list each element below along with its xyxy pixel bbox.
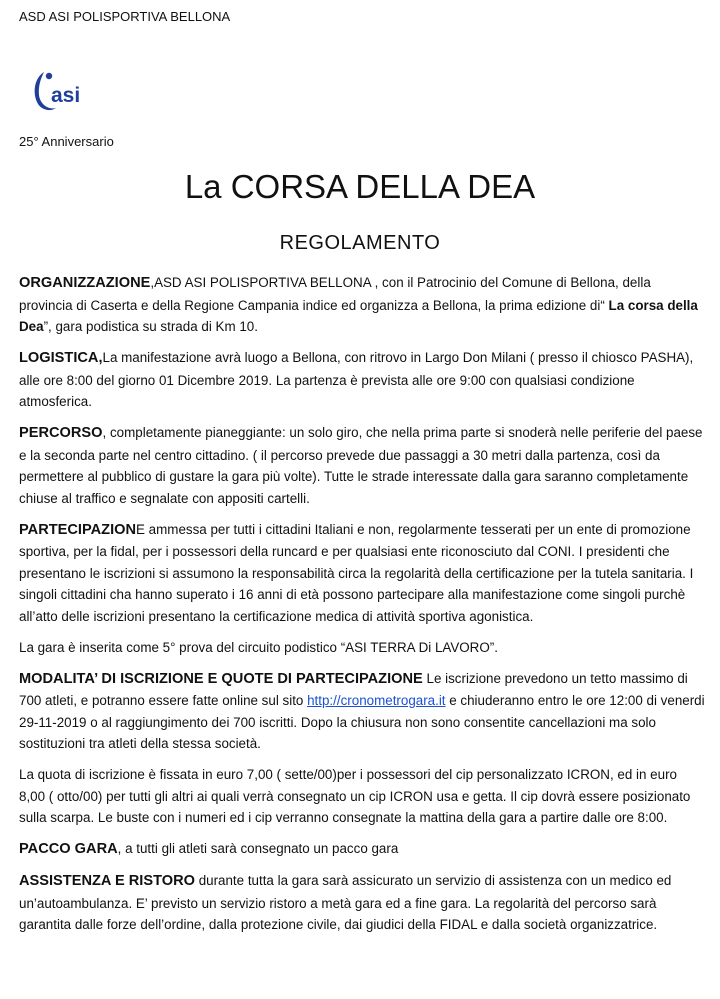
section-heading: LOGISTICA, [19,350,103,366]
asi-logo [30,68,90,116]
section-iscrizione [19,668,705,755]
document-subtitle: REGOLAMENTO [279,232,441,254]
section-text: La quota di iscrizione è fissata in euro 7,00 ( sette/00)per i possessori del cip personalizzato ICRON, ed in euro 8,00 ( otto/00) per tutti gli altri ai quali verrà consegnato un cip ICRON usa e getta. Il cip dovrà essere posizionato sulla scarpa. Le buste con i numeri ed i cip verranno consegnate la mattina della gara a partire dalle ore 8:00. [19,767,691,825]
section-text: ,ASD ASI POLISPORTIVA BELLONA , con il Patrocinio del Comune di Bellona, della provincia di Caserta e della Regione Campania indice ed organizza a Bellona, la prima edizione di“ [19,275,651,313]
event-name: La corsa della Dea [19,297,698,334]
fee-paragraph [19,764,705,829]
section-partecipazione [19,519,705,628]
section-text: , completamente pianeggiante: un solo giro, che nella prima parte si snoderà nelle periferie del paese e la seconda parte nel centro cittadino. ( il percorso prevede due passaggi a 30 metri dalla partenza, così da permettere al pubblico di gustare la gara più volte). Tutte le strade interessate dalla gara saranno completamente chiuse al traffico e segnalate con appositi cartelli. [19,425,703,506]
section-text: , a tutti gli atleti sarà consegnato un pacco gara [117,841,399,856]
organization-header: ASD ASI POLISPORTIVA BELLONA [19,9,231,24]
section-heading: ASSISTENZA E RISTORO [19,873,195,889]
circuit-note [19,637,705,659]
section-text: durante tutta la gara sarà assicurato un servizio di assistenza con un medico ed un’autoambulanza. E’ previsto un servizio ristoro a metà gara ed a fine gara. La regolarità del percorso sarà garantita dalle forze dell’ordine, dalla protezione civile, dai giudici della FIDAL e dalla società organizzatrice. [19,873,672,932]
section-heading: MODALITA’ DI ISCRIZIONE E QUOTE DI PARTECIPAZIONE [19,670,423,687]
anniversary-label: 25° Anniversario [19,134,114,149]
section-percorso [19,422,705,509]
document-title: La CORSA DELLA DEA [184,168,536,205]
section-organizzazione [19,272,705,338]
logo-text: asi [51,84,81,107]
section-logistica [19,347,705,413]
registration-link[interactable]: http://cronometrogara.it [307,693,446,708]
section-text: e chiuderanno entro le ore 12:00 di venerdi 29-11-2019 o al raggiungimento dei 700 iscritti. Dopo la chiusura non sono consentite cancellazioni ma solo sostituzioni tra atleti della stessa società. [19,693,705,751]
section-text: Le iscrizione prevedono un tetto massimo di 700 atleti, e potranno essere fatte online sul sito [19,670,688,708]
section-assistenza [19,870,705,936]
asi-logo-graphic [30,68,90,116]
section-pacco-gara [19,838,705,861]
section-text: La gara è inserita come 5° prova del circuito podistico “ASI TERRA Di LAVORO”. [19,639,498,655]
section-heading: PERCORSO [19,425,103,441]
section-heading: ORGANIZZAZIONE [19,275,151,291]
section-heading: PARTECIPAZION [19,521,137,538]
section-text: La manifestazione avrà luogo a Bellona, con ritrovo in Largo Don Milani ( presso il chiosco PASHA), alle ore 8:00 del giorno 01 Dicembre 2019. La partenza è prevista alle ore 9:00 con qualsiasi condizione atmosferica. [19,350,694,409]
section-text: E ammessa per tutti i cittadini Italiani e non, regolarmente tesserati per un ente di promozione sportiva, per la fidal, per i possessori della runcard e per qualsiasi ente riconosciuto dal CONI. I presidenti che presentano le iscrizioni si assumono la responsabilità circa la regolarità della certificazione per la tutela sanitaria. I singoli cittadini cha hanno superato i 16 anni di età possono partecipare alla manifestazione come singoli purchè all’atto delle iscrizioni presentano la certificazione medica di attività sportiva agonistica. [19,521,694,624]
section-text: ”, gara podistica su strada di Km 10. [43,319,258,334]
regulation-body [19,272,705,945]
section-heading: PACCO GARA [19,841,118,857]
